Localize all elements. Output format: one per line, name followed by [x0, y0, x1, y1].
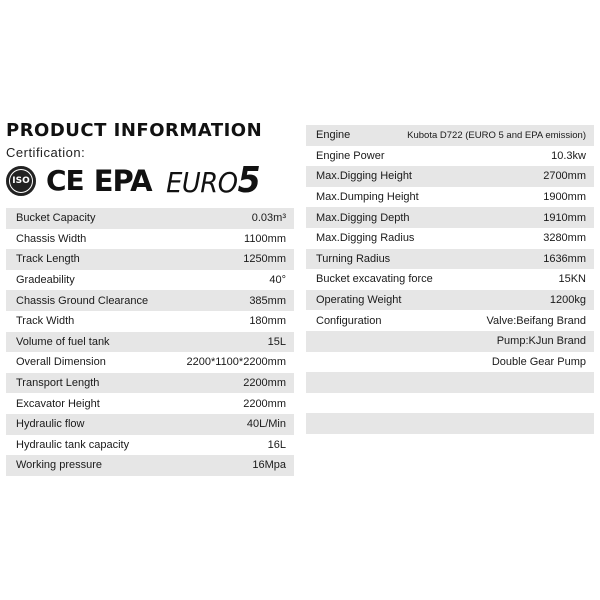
spec-value: 1900mm [543, 191, 586, 204]
spec-value: 1250mm [243, 253, 286, 266]
spec-value: 1636mm [543, 252, 586, 265]
spec-label: Engine [316, 129, 351, 142]
spec-label: Hydraulic flow [16, 418, 85, 431]
spec-label: Configuration [316, 314, 382, 327]
spec-label: Track Length [16, 253, 80, 266]
spec-row [306, 207, 594, 228]
spec-row-empty [306, 372, 594, 393]
spec-label: Engine Power [316, 149, 385, 162]
spec-row [6, 393, 294, 414]
spec-label: Transport Length [16, 377, 100, 390]
spec-label: Max.Dumping Height [316, 191, 419, 204]
spec-label: Chassis Ground Clearance [16, 294, 149, 307]
spec-label: Track Width [16, 315, 75, 328]
spec-row [306, 146, 594, 167]
spec-value: 180mm [249, 315, 286, 328]
spec-label: Max.Digging Depth [316, 211, 410, 224]
spec-value: 15KN [558, 273, 586, 286]
spec-label: Gradeability [16, 274, 75, 287]
certification-label: Certification: [6, 145, 86, 160]
spec-row [6, 229, 294, 250]
spec-label: Overall Dimension [16, 356, 106, 369]
spec-value: 2700mm [543, 170, 586, 183]
page-title: PRODUCT INFORMATION [6, 120, 263, 141]
spec-label: Working pressure [16, 459, 102, 472]
right-spec-table [306, 125, 594, 434]
spec-row [306, 290, 594, 311]
spec-value: 1100mm [244, 232, 286, 245]
spec-row [6, 208, 294, 229]
epa-logo-icon: EPA [93, 163, 152, 198]
spec-row [306, 331, 594, 352]
spec-row [306, 166, 594, 187]
spec-label: Excavator Height [16, 397, 100, 410]
spec-row [6, 414, 294, 435]
spec-label: Operating Weight [316, 294, 402, 307]
ce-mark-icon: CE [46, 164, 84, 197]
spec-value: Valve:Beifang Brand [486, 314, 586, 327]
spec-value: 16L [267, 438, 286, 451]
spec-value: 0.03m³ [251, 212, 286, 225]
spec-value: 1200kg [549, 294, 586, 307]
spec-value: Double Gear Pump [491, 355, 586, 368]
spec-label: Bucket Capacity [16, 212, 96, 225]
left-spec-table [6, 208, 294, 476]
spec-value: 40° [269, 274, 286, 287]
spec-row [6, 373, 294, 394]
spec-value: 1910mm [543, 211, 586, 224]
spec-row-empty [306, 393, 594, 414]
spec-row [306, 310, 594, 331]
euro-logo-number: 5 [237, 160, 260, 201]
spec-row [6, 270, 294, 291]
spec-row [306, 269, 594, 290]
spec-row [6, 332, 294, 353]
certification-logos [6, 160, 264, 201]
spec-row [6, 435, 294, 456]
spec-label: Max.Digging Height [316, 170, 412, 183]
spec-row [306, 352, 594, 373]
spec-row [306, 125, 594, 146]
spec-row-empty [306, 413, 594, 434]
spec-row [6, 352, 294, 373]
spec-row [6, 249, 294, 270]
spec-row [306, 249, 594, 270]
spec-value: 385mm [249, 294, 286, 307]
spec-label: Turning Radius [316, 252, 391, 265]
spec-row [6, 311, 294, 332]
spec-label: Volume of fuel tank [16, 335, 110, 348]
spec-value: Kubota D722 (EURO 5 and EPA emission) [407, 129, 586, 141]
spec-label: Hydraulic tank capacity [16, 438, 130, 451]
spec-label: Bucket excavating force [316, 273, 433, 286]
iso-logo-icon [6, 166, 36, 196]
spec-value: Pump:KJun Brand [496, 335, 586, 348]
spec-row [306, 228, 594, 249]
spec-value: 3280mm [543, 232, 586, 245]
spec-value: 2200mm [243, 377, 286, 390]
spec-value: 2200mm [243, 397, 286, 410]
spec-row [306, 187, 594, 208]
spec-label: Max.Digging Radius [316, 232, 415, 245]
spec-value: 16Mpa [252, 459, 286, 472]
spec-value: 15L [267, 335, 286, 348]
euro5-logo-icon [165, 160, 260, 201]
spec-row [6, 290, 294, 311]
spec-row [6, 455, 294, 476]
iso-logo-text: ISO [12, 176, 30, 186]
euro-logo-text: EURO [165, 166, 238, 199]
spec-label: Chassis Width [16, 232, 87, 245]
spec-value: 10.3kw [551, 149, 586, 162]
spec-value: 2200*1100*2200mm [186, 356, 286, 369]
spec-value: 40L/Min [246, 418, 286, 431]
